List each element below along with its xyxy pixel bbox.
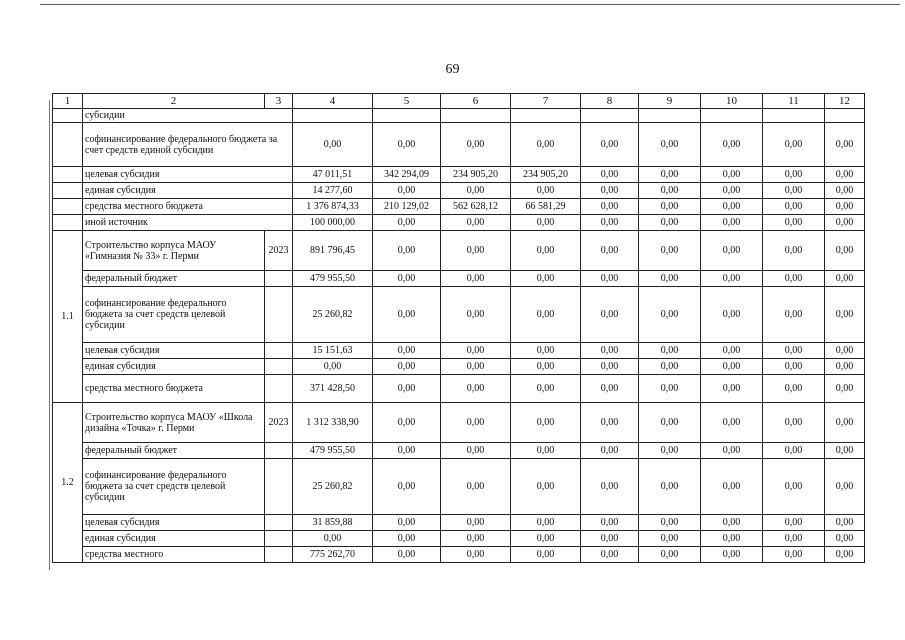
value-cell: 0,00 [639, 443, 701, 459]
value-cell: 0,00 [763, 443, 825, 459]
column-header: 6 [441, 94, 511, 109]
table-row [53, 271, 865, 287]
year-cell: 2023 [265, 231, 293, 271]
table-row [53, 547, 865, 563]
value-cell: 0,00 [701, 271, 763, 287]
value-cell: 0,00 [511, 515, 581, 531]
year-cell [265, 343, 293, 359]
value-cell: 0,00 [581, 183, 639, 199]
value-cell: 0,00 [825, 443, 865, 459]
column-header: 9 [639, 94, 701, 109]
value-cell: 100 000,00 [293, 215, 373, 231]
column-header: 12 [825, 94, 865, 109]
value-cell: 0,00 [763, 123, 825, 167]
value-cell: 234 905,20 [511, 167, 581, 183]
value-cell: 0,00 [511, 215, 581, 231]
year-cell [265, 531, 293, 547]
value-cell: 0,00 [701, 215, 763, 231]
value-cell: 0,00 [763, 271, 825, 287]
table-row [53, 343, 865, 359]
value-cell: 0,00 [763, 215, 825, 231]
table-row [53, 531, 865, 547]
value-cell: 0,00 [373, 123, 441, 167]
value-cell: 0,00 [825, 531, 865, 547]
value-cell: 0,00 [373, 515, 441, 531]
value-cell: 0,00 [581, 167, 639, 183]
value-cell: 0,00 [373, 287, 441, 343]
column-header: 1 [53, 94, 83, 109]
table-row [53, 123, 865, 167]
row-label: субсидии [83, 109, 293, 123]
value-cell: 0,00 [639, 183, 701, 199]
value-cell [293, 109, 373, 123]
table-row [53, 215, 865, 231]
row-number-cell [53, 183, 83, 199]
row-number-cell [53, 215, 83, 231]
value-cell: 0,00 [701, 199, 763, 215]
table-row [53, 183, 865, 199]
value-cell: 562 628,12 [441, 199, 511, 215]
value-cell: 0,00 [441, 459, 511, 515]
value-cell: 0,00 [581, 459, 639, 515]
value-cell: 891 796,45 [293, 231, 373, 271]
value-cell: 0,00 [581, 375, 639, 403]
value-cell: 0,00 [373, 531, 441, 547]
table-row [53, 443, 865, 459]
value-cell: 0,00 [763, 231, 825, 271]
value-cell: 0,00 [441, 443, 511, 459]
column-header: 3 [265, 94, 293, 109]
value-cell: 0,00 [373, 183, 441, 199]
row-label: иной источник [83, 215, 293, 231]
value-cell: 0,00 [373, 375, 441, 403]
row-label: целевая субсидия [83, 343, 265, 359]
table-row [53, 515, 865, 531]
value-cell: 0,00 [701, 531, 763, 547]
value-cell: 0,00 [511, 183, 581, 199]
value-cell [701, 109, 763, 123]
value-cell: 0,00 [373, 343, 441, 359]
row-label: софинансирование федерального бюджета за счет средств целевой субсидии [83, 287, 265, 343]
value-cell: 0,00 [441, 547, 511, 563]
year-cell [265, 359, 293, 375]
budget-table [52, 93, 865, 563]
row-label: Строительство корпуса МАОУ «Гимназия № 33» г. Перми [83, 231, 265, 271]
year-cell [265, 459, 293, 515]
value-cell: 0,00 [639, 359, 701, 375]
table-row [53, 359, 865, 375]
value-cell [441, 109, 511, 123]
year-cell [265, 547, 293, 563]
value-cell: 479 955,50 [293, 443, 373, 459]
value-cell: 0,00 [825, 271, 865, 287]
value-cell: 0,00 [639, 215, 701, 231]
value-cell: 0,00 [639, 231, 701, 271]
value-cell: 0,00 [701, 167, 763, 183]
value-cell [639, 109, 701, 123]
row-label: Строительство корпуса МАОУ «Школа дизайна «Точка» г. Перми [83, 403, 265, 443]
row-label: целевая субсидия [83, 515, 265, 531]
value-cell: 0,00 [639, 167, 701, 183]
value-cell: 0,00 [293, 531, 373, 547]
value-cell: 0,00 [701, 443, 763, 459]
value-cell: 0,00 [581, 123, 639, 167]
value-cell: 0,00 [293, 123, 373, 167]
row-label: единая субсидия [83, 531, 265, 547]
value-cell: 0,00 [701, 287, 763, 343]
value-cell: 0,00 [581, 403, 639, 443]
value-cell: 0,00 [825, 287, 865, 343]
table-row [53, 199, 865, 215]
year-cell: 2023 [265, 403, 293, 443]
value-cell: 0,00 [701, 231, 763, 271]
value-cell: 0,00 [581, 515, 639, 531]
value-cell: 25 260,82 [293, 459, 373, 515]
value-cell: 0,00 [825, 403, 865, 443]
row-number-cell [53, 199, 83, 215]
value-cell: 0,00 [825, 123, 865, 167]
value-cell: 0,00 [441, 515, 511, 531]
value-cell: 0,00 [639, 459, 701, 515]
value-cell: 0,00 [511, 231, 581, 271]
value-cell: 0,00 [441, 375, 511, 403]
value-cell: 0,00 [763, 515, 825, 531]
value-cell: 0,00 [825, 359, 865, 375]
column-header: 4 [293, 94, 373, 109]
value-cell: 0,00 [763, 167, 825, 183]
row-number-cell [53, 167, 83, 183]
value-cell: 0,00 [511, 123, 581, 167]
value-cell: 0,00 [511, 287, 581, 343]
value-cell [825, 109, 865, 123]
value-cell: 0,00 [825, 199, 865, 215]
value-cell: 31 859,88 [293, 515, 373, 531]
row-label: средства местного бюджета [83, 199, 293, 215]
value-cell: 0,00 [701, 375, 763, 403]
value-cell: 0,00 [825, 183, 865, 199]
value-cell: 0,00 [825, 167, 865, 183]
row-number-cell [53, 109, 83, 123]
value-cell: 0,00 [639, 403, 701, 443]
value-cell: 0,00 [581, 443, 639, 459]
year-cell [265, 515, 293, 531]
value-cell: 0,00 [581, 271, 639, 287]
header-row [53, 94, 865, 109]
row-label: средства местного [83, 547, 265, 563]
column-header: 10 [701, 94, 763, 109]
value-cell [581, 109, 639, 123]
row-label: единая субсидия [83, 183, 293, 199]
value-cell: 0,00 [825, 343, 865, 359]
value-cell: 0,00 [441, 271, 511, 287]
year-cell [265, 271, 293, 287]
value-cell: 0,00 [441, 123, 511, 167]
value-cell: 0,00 [511, 343, 581, 359]
value-cell: 0,00 [441, 531, 511, 547]
value-cell: 0,00 [825, 459, 865, 515]
value-cell: 0,00 [701, 515, 763, 531]
value-cell: 0,00 [763, 459, 825, 515]
value-cell: 479 955,50 [293, 271, 373, 287]
value-cell: 0,00 [511, 547, 581, 563]
value-cell: 0,00 [511, 403, 581, 443]
value-cell: 210 129,02 [373, 199, 441, 215]
value-cell: 0,00 [441, 231, 511, 271]
value-cell: 0,00 [441, 403, 511, 443]
value-cell: 775 262,70 [293, 547, 373, 563]
value-cell: 0,00 [763, 199, 825, 215]
value-cell: 66 581,29 [511, 199, 581, 215]
value-cell: 0,00 [763, 375, 825, 403]
value-cell: 0,00 [639, 531, 701, 547]
value-cell: 0,00 [373, 271, 441, 287]
row-label: целевая субсидия [83, 167, 293, 183]
value-cell: 0,00 [581, 215, 639, 231]
value-cell: 1 376 874,33 [293, 199, 373, 215]
value-cell: 0,00 [701, 547, 763, 563]
value-cell: 0,00 [511, 443, 581, 459]
table-body [53, 94, 865, 563]
value-cell: 0,00 [763, 403, 825, 443]
column-header: 5 [373, 94, 441, 109]
scan-edge-line [49, 100, 50, 570]
value-cell: 0,00 [639, 123, 701, 167]
value-cell: 0,00 [511, 531, 581, 547]
row-number-cell: 1.1 [53, 231, 83, 403]
row-label: софинансирование федерального бюджета за счет средств единой субсидии [83, 123, 293, 167]
value-cell: 342 294,09 [373, 167, 441, 183]
value-cell: 0,00 [701, 459, 763, 515]
value-cell: 0,00 [373, 231, 441, 271]
value-cell: 0,00 [511, 359, 581, 375]
value-cell: 0,00 [581, 231, 639, 271]
value-cell: 0,00 [373, 459, 441, 515]
value-cell: 0,00 [441, 215, 511, 231]
value-cell: 0,00 [511, 375, 581, 403]
table-row [53, 167, 865, 183]
value-cell: 0,00 [825, 215, 865, 231]
value-cell: 371 428,50 [293, 375, 373, 403]
value-cell: 0,00 [825, 231, 865, 271]
table-row [53, 459, 865, 515]
value-cell: 0,00 [825, 515, 865, 531]
value-cell: 0,00 [441, 287, 511, 343]
value-cell: 0,00 [293, 359, 373, 375]
value-cell: 0,00 [639, 199, 701, 215]
page-number: 69 [445, 62, 460, 77]
value-cell: 0,00 [581, 287, 639, 343]
table-row [53, 287, 865, 343]
value-cell: 0,00 [511, 271, 581, 287]
column-header: 7 [511, 94, 581, 109]
value-cell [763, 109, 825, 123]
year-cell [265, 287, 293, 343]
value-cell: 0,00 [639, 515, 701, 531]
value-cell: 0,00 [639, 271, 701, 287]
value-cell: 0,00 [701, 343, 763, 359]
row-label: софинансирование федерального бюджета за счет средств целевой субсидии [83, 459, 265, 515]
table-row [53, 231, 865, 271]
column-header: 2 [83, 94, 265, 109]
value-cell: 0,00 [763, 183, 825, 199]
year-cell [265, 375, 293, 403]
value-cell: 0,00 [763, 531, 825, 547]
value-cell: 0,00 [581, 547, 639, 563]
value-cell: 0,00 [441, 183, 511, 199]
value-cell: 0,00 [639, 343, 701, 359]
value-cell [373, 109, 441, 123]
value-cell: 0,00 [373, 215, 441, 231]
value-cell: 1 312 338,90 [293, 403, 373, 443]
row-label: федеральный бюджет [83, 271, 265, 287]
value-cell: 0,00 [373, 359, 441, 375]
value-cell: 0,00 [701, 359, 763, 375]
value-cell: 0,00 [825, 547, 865, 563]
value-cell: 15 151,63 [293, 343, 373, 359]
value-cell: 0,00 [701, 123, 763, 167]
value-cell: 0,00 [639, 375, 701, 403]
value-cell: 0,00 [825, 375, 865, 403]
value-cell: 0,00 [639, 287, 701, 343]
value-cell: 0,00 [581, 199, 639, 215]
value-cell: 0,00 [511, 459, 581, 515]
value-cell: 0,00 [763, 547, 825, 563]
value-cell: 0,00 [581, 359, 639, 375]
scan-edge-line [40, 4, 900, 5]
table-row [53, 403, 865, 443]
value-cell: 0,00 [373, 443, 441, 459]
value-cell: 25 260,82 [293, 287, 373, 343]
year-cell [265, 443, 293, 459]
table-row [53, 375, 865, 403]
value-cell: 0,00 [701, 183, 763, 199]
row-number-cell [53, 123, 83, 167]
value-cell: 47 011,51 [293, 167, 373, 183]
value-cell: 0,00 [441, 359, 511, 375]
row-number-cell: 1.2 [53, 403, 83, 563]
value-cell: 0,00 [581, 531, 639, 547]
value-cell: 0,00 [373, 547, 441, 563]
value-cell: 0,00 [763, 359, 825, 375]
value-cell: 0,00 [763, 287, 825, 343]
column-header: 11 [763, 94, 825, 109]
value-cell: 0,00 [639, 547, 701, 563]
value-cell: 0,00 [581, 343, 639, 359]
table-row [53, 109, 865, 123]
value-cell: 0,00 [763, 343, 825, 359]
row-label: федеральный бюджет [83, 443, 265, 459]
value-cell: 234 905,20 [441, 167, 511, 183]
row-label: средства местного бюджета [83, 375, 265, 403]
value-cell [511, 109, 581, 123]
value-cell: 14 277,60 [293, 183, 373, 199]
row-label: единая субсидия [83, 359, 265, 375]
value-cell: 0,00 [701, 403, 763, 443]
column-header: 8 [581, 94, 639, 109]
value-cell: 0,00 [441, 343, 511, 359]
value-cell: 0,00 [373, 403, 441, 443]
